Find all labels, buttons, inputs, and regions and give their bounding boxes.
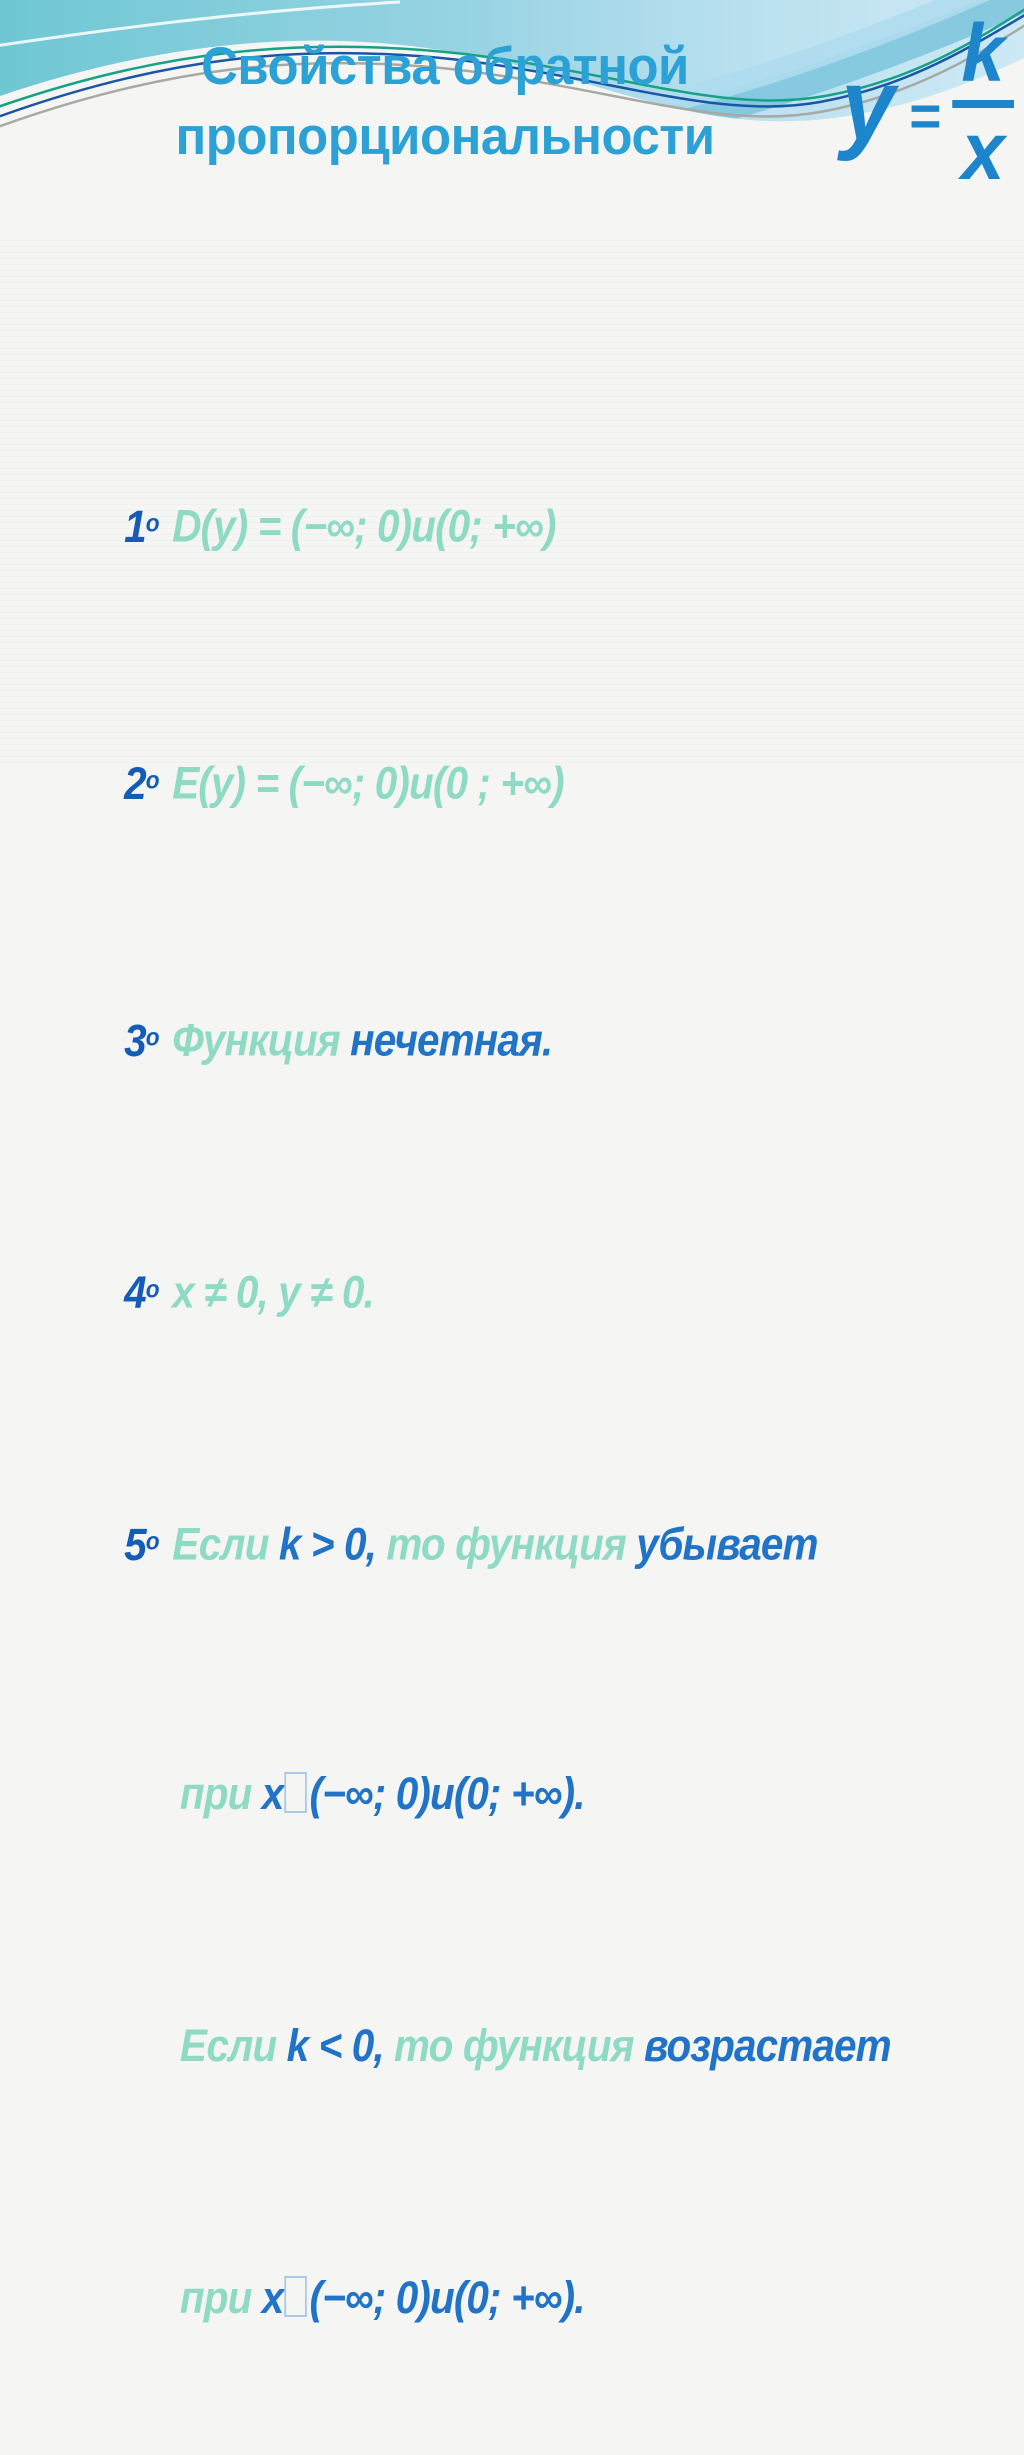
text-segment: то функция: [375, 1518, 637, 1570]
degree-mark: o: [145, 766, 160, 794]
properties-list: [62, 240, 908, 2455]
formula-numerator: k: [952, 14, 1014, 108]
property-3-emphasis: нечетная.: [350, 1014, 553, 1066]
property-5-line-2: [62, 1699, 908, 1819]
text-segment: k > 0,: [278, 1518, 376, 1570]
missing-glyph-box: [284, 1772, 307, 1813]
property-5-number: 5$^o$: [124, 1518, 160, 1570]
property-3-text: Функция: [172, 1014, 351, 1066]
property-3: [62, 943, 908, 1066]
property-1: [62, 429, 908, 552]
property-4: [62, 1195, 908, 1318]
text-segment: то функция: [383, 2020, 644, 2071]
text-segment: при: [179, 1768, 262, 1819]
property-2-body: E(y) = (−∞; 0)u(0 ; +∞): [172, 757, 564, 809]
text-segment: при: [179, 2272, 262, 2323]
property-5-line-1: [62, 1447, 908, 1570]
text-segment: k < 0,: [286, 2020, 384, 2071]
formula: [840, 8, 1014, 198]
property-2-number: 2$^o$: [124, 757, 160, 809]
degree-mark: o: [145, 1275, 160, 1303]
property-1-number: 1$^o$: [124, 500, 160, 552]
degree-mark: o: [145, 1023, 160, 1051]
property-5-line-3: [62, 1951, 908, 2071]
formula-fraction: [952, 8, 1014, 198]
text-segment: x: [261, 1768, 284, 1819]
title-line-1: Свойства обратной: [201, 37, 689, 96]
property-1-body: D(y) = (−∞; 0)u(0; +∞): [172, 500, 556, 552]
title-line-2: пропорциональности: [175, 107, 715, 166]
property-2: [62, 686, 908, 809]
text-segment: Если: [172, 1518, 279, 1570]
missing-glyph-box: [284, 2276, 307, 2317]
text-segment: убывает: [636, 1518, 818, 1570]
text-segment: (−∞; 0)u(0; +∞).: [309, 2272, 585, 2323]
slide-title: [56, 32, 834, 172]
text-segment: (−∞; 0)u(0; +∞).: [309, 1768, 585, 1819]
property-5-line-4: [62, 2203, 908, 2323]
property-4-number: 4$^o$: [124, 1266, 160, 1318]
text-segment: Если: [179, 2020, 287, 2071]
property-4-body: x ≠ 0, y ≠ 0.: [172, 1266, 374, 1318]
degree-mark: o: [145, 509, 160, 537]
formula-denominator: x: [961, 106, 1005, 198]
degree-mark: o: [145, 1527, 160, 1555]
formula-lhs: y: [840, 48, 895, 162]
property-3-number: 3$^o$: [124, 1014, 160, 1066]
text-segment: возрастает: [643, 2020, 891, 2071]
formula-equals-sign: =: [908, 84, 939, 149]
text-segment: x: [261, 2272, 284, 2323]
